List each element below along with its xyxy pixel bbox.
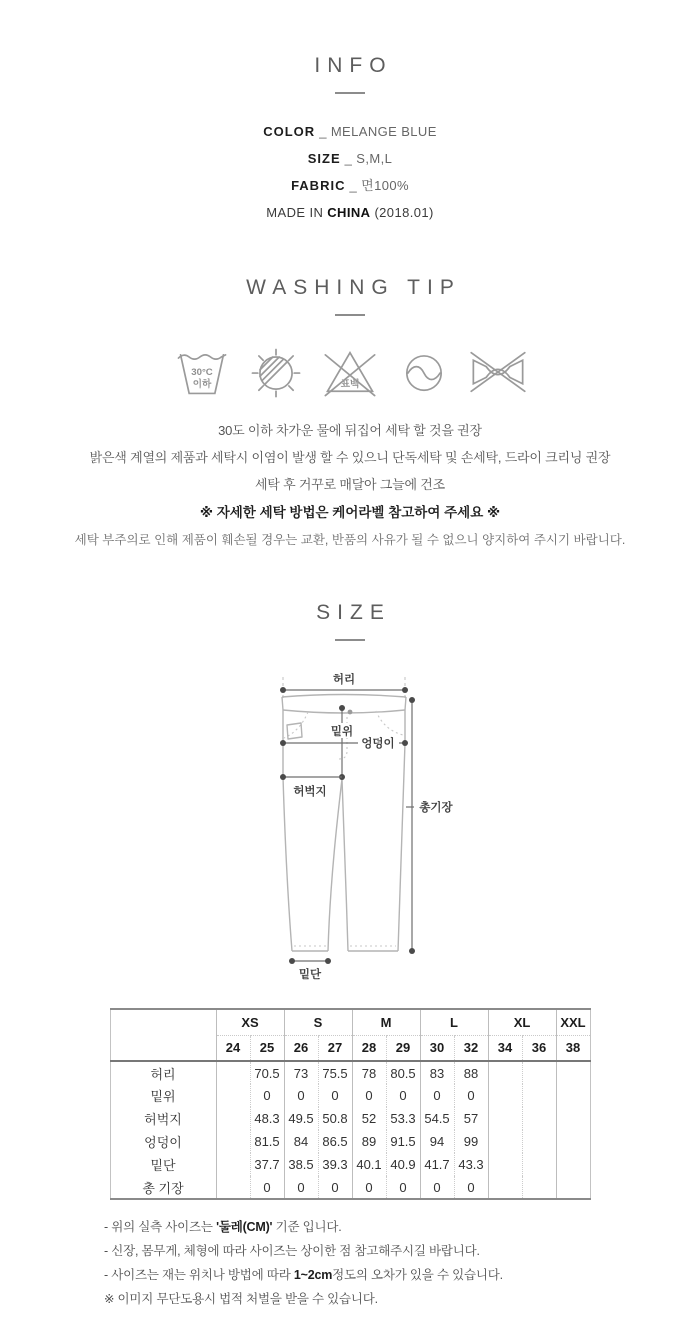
table-cell: 78 [352, 1061, 386, 1084]
table-cell: 54.5 [420, 1107, 454, 1130]
table-cell [556, 1176, 590, 1199]
table-cell [522, 1061, 556, 1084]
table-row-rise [110, 1084, 590, 1107]
svg-text:표백: 표백 [340, 379, 360, 390]
table-cell [488, 1176, 522, 1199]
wash-line-2: 밝은색 계열의 제품과 세탁시 이염이 발생 할 수 있으니 단독세탁 및 손세탁, 드라이 크리닝 권장 [89, 450, 611, 465]
table-cell: 0 [420, 1176, 454, 1199]
group-xxl: XXL [556, 1009, 590, 1035]
hem-label: 밑단 [298, 969, 322, 981]
washing-title: WASHING TIP [246, 276, 461, 299]
table-cell: 0 [352, 1176, 386, 1199]
fabric-value: _ 면100% [349, 178, 409, 193]
care-icons-row [0, 342, 700, 402]
origin-prefix: MADE IN [266, 205, 328, 220]
table-cell [488, 1061, 522, 1084]
table-cell [488, 1107, 522, 1130]
group-l: L [420, 1009, 488, 1035]
table-cell: 70.5 [250, 1061, 284, 1084]
svg-text:이하: 이하 [192, 379, 212, 390]
row-label: 총 기장 [142, 1180, 184, 1196]
note-line-2: - 신장, 몸무게, 체형에 따라 사이즈는 상이한 점 참고해주시길 바랍니다. [104, 1244, 480, 1258]
group-s: S [284, 1009, 352, 1035]
table-cell: 50.8 [318, 1107, 352, 1130]
row-label: 허벅지 [144, 1112, 182, 1127]
waist-label: 허리 [332, 674, 356, 686]
dry-shade-sun-icon [246, 342, 306, 402]
table-cell [216, 1130, 250, 1153]
size-28: 28 [352, 1035, 386, 1061]
table-cell [216, 1107, 250, 1130]
table-cell: 52 [352, 1107, 386, 1130]
wash-line-3: 세탁 후 거꾸로 매달아 그늘에 건조 [254, 477, 446, 492]
table-corner-cell [110, 1009, 216, 1061]
table-cell: 0 [250, 1084, 284, 1107]
table-cell [522, 1107, 556, 1130]
size-29: 29 [386, 1035, 420, 1061]
table-cell: 37.7 [250, 1153, 284, 1176]
size-27: 27 [318, 1035, 352, 1061]
table-cell: 38.5 [284, 1153, 318, 1176]
info-row-origin [0, 199, 700, 226]
table-cell [522, 1084, 556, 1107]
table-row-hem [110, 1153, 590, 1176]
table-cell: 48.3 [250, 1107, 284, 1130]
table-cell [556, 1084, 590, 1107]
info-row-fabric [0, 172, 700, 199]
table-cell: 0 [352, 1084, 386, 1107]
table-row-hip [110, 1130, 590, 1153]
group-xl: XL [488, 1009, 556, 1035]
no-bleach-icon [320, 342, 380, 402]
table-cell: 49.5 [284, 1107, 318, 1130]
table-cell: 80.5 [386, 1061, 420, 1084]
table-row-waist [110, 1061, 590, 1084]
table-cell: 94 [420, 1130, 454, 1153]
size-group-header-row [110, 1009, 590, 1035]
table-cell: 0 [318, 1176, 352, 1199]
table-cell: 0 [386, 1176, 420, 1199]
note-line-4: ※ 이미지 무단도용시 법적 처벌을 받을 수 있습니다. [104, 1292, 378, 1306]
washing-title-rule [335, 314, 365, 316]
table-cell: 40.9 [386, 1153, 420, 1176]
table-cell: 99 [454, 1130, 488, 1153]
row-label: 밑위 [150, 1089, 176, 1104]
size-title-rule [335, 639, 365, 641]
pants-diagram [0, 661, 700, 996]
info-row-color [0, 118, 700, 145]
size-label: SIZE [307, 151, 341, 166]
info-title-rule [335, 92, 365, 94]
note-line-3: - 사이즈는 재는 위치나 방법에 따라 1~2cm정도의 오차가 있을 수 있습니다. [104, 1268, 503, 1282]
table-cell [522, 1153, 556, 1176]
size-section [0, 601, 700, 1311]
size-title: SIZE [316, 601, 391, 624]
no-wring-icon [468, 342, 528, 402]
size-25: 25 [250, 1035, 284, 1061]
table-cell: 43.3 [454, 1153, 488, 1176]
size-38: 38 [556, 1035, 590, 1061]
table-cell: 88 [454, 1061, 488, 1084]
table-cell: 57 [454, 1107, 488, 1130]
wash-30c-icon [172, 342, 232, 402]
table-cell: 0 [250, 1176, 284, 1199]
table-cell [488, 1084, 522, 1107]
table-row-thigh [110, 1107, 590, 1130]
size-26: 26 [284, 1035, 318, 1061]
rise-label: 밑위 [330, 726, 354, 738]
total-length-label: 총기장 [419, 802, 453, 814]
table-cell: 84 [284, 1130, 318, 1153]
size-table [110, 1008, 591, 1200]
origin-country: CHINA [327, 205, 371, 220]
washing-instructions [0, 417, 700, 553]
table-cell [556, 1061, 590, 1084]
table-cell: 0 [386, 1084, 420, 1107]
info-rows [0, 118, 700, 226]
color-value: _ MELANGE BLUE [319, 124, 437, 139]
wash-caution-line: 세탁 부주의로 인해 제품이 훼손될 경우는 교환, 반품의 사유가 될 수 없으니 양지하여 주시기 바랍니다. [74, 533, 626, 547]
info-row-size [0, 145, 700, 172]
group-m: M [352, 1009, 420, 1035]
table-cell: 53.3 [386, 1107, 420, 1130]
size-24: 24 [216, 1035, 250, 1061]
row-label: 허리 [150, 1066, 176, 1082]
table-cell [556, 1130, 590, 1153]
table-cell: 0 [284, 1176, 318, 1199]
table-cell: 0 [284, 1084, 318, 1107]
origin-date: (2018.01) [370, 205, 434, 220]
thigh-label: 허벅지 [293, 786, 327, 798]
table-cell [556, 1153, 590, 1176]
table-cell: 40.1 [352, 1153, 386, 1176]
note-line-1: - 위의 실측 사이즈는 '둘레(CM)' 기준 입니다. [104, 1220, 342, 1234]
table-cell [216, 1084, 250, 1107]
size-36: 36 [522, 1035, 556, 1061]
table-cell: 91.5 [386, 1130, 420, 1153]
table-cell: 0 [318, 1084, 352, 1107]
table-cell: 0 [420, 1084, 454, 1107]
row-label: 엉덩이 [144, 1135, 182, 1150]
size-32: 32 [454, 1035, 488, 1061]
info-title: INFO [314, 54, 393, 77]
fabric-label: FABRIC [291, 178, 346, 193]
table-cell [522, 1130, 556, 1153]
size-34: 34 [488, 1035, 522, 1061]
table-cell [216, 1153, 250, 1176]
gentle-cycle-icon [394, 342, 454, 402]
size-30: 30 [420, 1035, 454, 1061]
table-cell [556, 1107, 590, 1130]
hip-label: 엉덩이 [361, 738, 395, 750]
table-row-total-length [110, 1176, 590, 1199]
row-label: 밑단 [150, 1158, 176, 1173]
table-cell: 89 [352, 1130, 386, 1153]
table-cell [216, 1176, 250, 1199]
info-section [0, 54, 700, 226]
table-cell: 0 [454, 1176, 488, 1199]
group-xs: XS [216, 1009, 284, 1035]
svg-text:30°C: 30°C [191, 367, 213, 379]
table-cell: 83 [420, 1061, 454, 1084]
table-cell: 86.5 [318, 1130, 352, 1153]
table-cell: 41.7 [420, 1153, 454, 1176]
table-cell [522, 1176, 556, 1199]
table-cell [488, 1153, 522, 1176]
table-cell [488, 1130, 522, 1153]
washing-section [0, 276, 700, 553]
table-cell [216, 1061, 250, 1084]
table-cell: 73 [284, 1061, 318, 1084]
wash-line-1: 30도 이하 차가운 물에 뒤집어 세탁 할 것을 권장 [218, 423, 482, 438]
table-cell: 0 [454, 1084, 488, 1107]
size-value: _ S,M,L [344, 151, 393, 166]
table-cell: 81.5 [250, 1130, 284, 1153]
wash-bold-line: ※ 자세한 세탁 방법은 케어라벨 참고하여 주세요 ※ [199, 505, 501, 520]
table-cell: 75.5 [318, 1061, 352, 1084]
color-label: COLOR [263, 124, 316, 139]
size-notes [104, 1215, 700, 1311]
table-cell: 39.3 [318, 1153, 352, 1176]
